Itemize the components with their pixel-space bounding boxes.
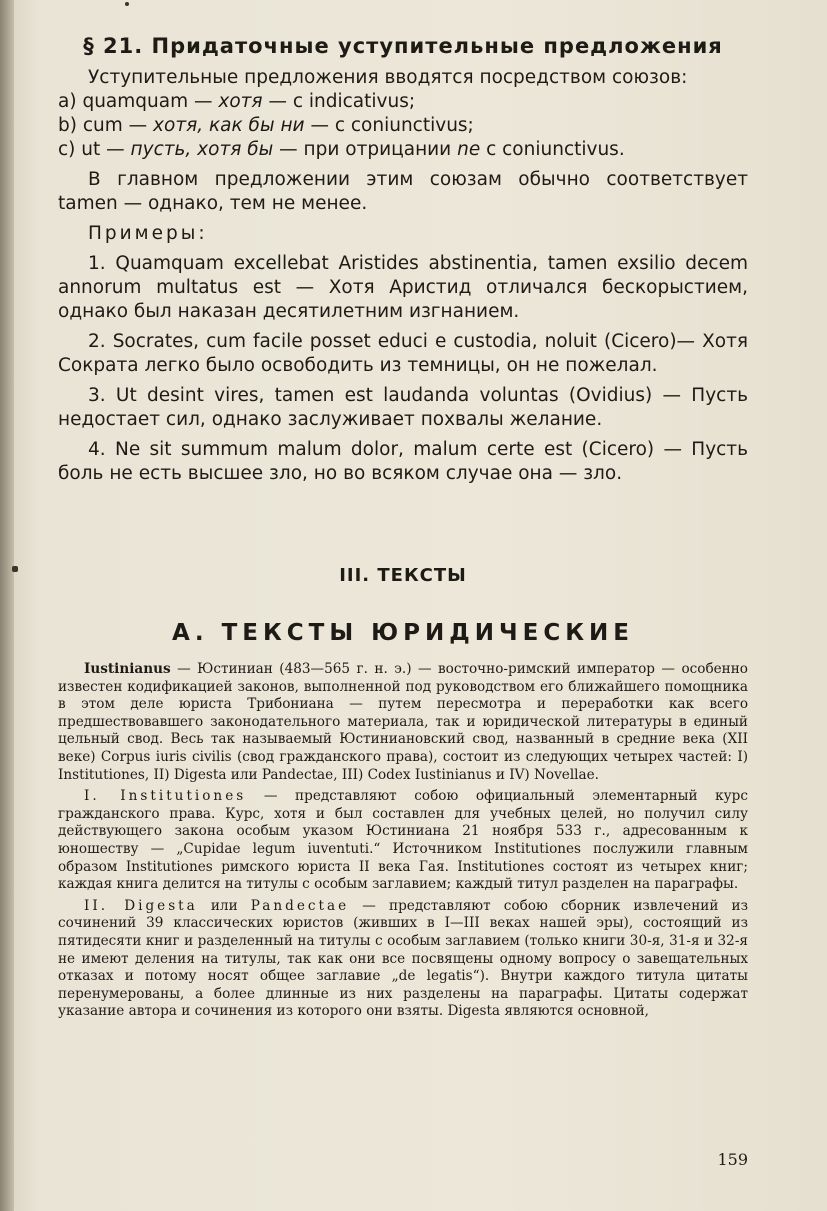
latin-negation: ne xyxy=(457,139,481,160)
mood-note: с coniunctivus. xyxy=(480,139,625,160)
mood-note: при отрицании xyxy=(303,139,458,160)
dash: — xyxy=(262,91,293,112)
example-2: 2. Socrates, cum facile posset educi e custodia, noluit (Cicero)— Хотя Сократа легко было освободить из темницы, он не пожелал. xyxy=(58,331,748,376)
paragraph-text: — представляют собою сборник извлечений из сочинений 39 классических юристов (живших в I—III веках нашей эры), состоящий из пятидесяти книг и разделенный на титулы с особым заглавием (только книги 30-я, 31-я и 32-я не имеют деления на титулы, так как они все посвящены одному вопросу о завещательных отказах и потому носят общее заглавие „de legatis“). Внутри каждого титула цитаты перенумерованы, а более длинные из них разделены на параграфы. Цитаты содержат указание автора и сочинения из которого они взяты. Digesta являются основной, xyxy=(58,897,748,1020)
dash: — xyxy=(273,139,304,160)
dash: — xyxy=(122,115,154,136)
item-label: c) xyxy=(58,139,76,160)
term-pandectae: Pandectae xyxy=(250,897,350,914)
latin-conjunction: ut xyxy=(81,139,101,160)
print-speck xyxy=(12,566,18,572)
dash: — xyxy=(188,91,219,112)
print-speck xyxy=(125,2,129,6)
conjunction-item xyxy=(58,90,748,114)
subpart-title: А. ТЕКСТЫ ЮРИДИЧЕСКИЕ xyxy=(172,620,634,646)
russian-translation: хотя xyxy=(218,91,263,112)
page-number: 159 xyxy=(717,1150,748,1169)
book-spine-shadow xyxy=(0,0,14,1211)
mood-note: с indicativus; xyxy=(292,91,416,112)
russian-translation: пусть, хотя бы xyxy=(130,139,274,160)
example-3: 3. Ut desint vires, tamen est laudanda voluntas (Ovidius) — Пусть недостает сил, однако заслуживает похвалы желание. xyxy=(58,385,748,430)
paragraph-text: — представляют собою официальный элементарный курс гражданского права. Курс, хотя и был составлен для учебных целей, но получил силу действующего закона особым указом Юстиниана 21 ноября 533 г., адресованным к юношеству — „Cupidae legum iuventuti.“ Источником Institutiones послужили главным образом Institutiones римского юриста II века Гая. Institutiones состоят из четырех книг; каждая книга делится на титулы с особым заглавием; каждый титул разделен на параграфы. xyxy=(58,788,748,893)
example-4: 4. Ne sit summum malum dolor, malum certe est (Cicero) — Пусть боль не есть высшее зло, но во всяком случае она — зло. xyxy=(58,439,748,484)
dash: — xyxy=(304,115,335,136)
example-1: 1. Quamquam excellebat Aristides abstinentia, tamen exsilio decem annorum multatus est — Хотя Аристид отличался бескорыстием, однако был наказан десятилетним изгнанием. xyxy=(58,253,748,322)
paragraph-text: — Юстиниан (483—565 г. н. э.) — восточно-римский император — особенно известен кодификацией законов, выполненной под руководством его ближайшего помощника в этом деле юриста Трибониана — путем пересмотра и переработки как всего предшествовавшего законодательного материала, так и юридической литературы в единый цельный свод. Весь так называемый Юстиниановский свод, названный в средние века (XII веке) Corpus iuris civilis (свод гражданского права), состоит из следующих четырех частей: I) Institutiones, II) Digesta или Pandectae, III) Codex Iustinianus и IV) Novellae. xyxy=(58,661,748,783)
justinian-paragraph xyxy=(58,661,748,784)
term-iustinianus: Iustinianus xyxy=(84,661,171,677)
section-title: § 21. Придаточные уступительные предложения xyxy=(83,34,723,58)
dash: — xyxy=(100,139,131,160)
term-digesta: II. Digesta xyxy=(84,897,198,914)
digesta-paragraph xyxy=(58,898,748,1021)
examples-label: Примеры: xyxy=(88,223,208,244)
mood-note: с coniunctivus; xyxy=(334,115,474,136)
intro-paragraph: Уступительные предложения вводятся посредством союзов: xyxy=(88,67,688,88)
russian-translation: хотя, как бы ни xyxy=(153,115,305,136)
term-institutiones: I. Institutiones xyxy=(84,788,247,805)
conjunction-item xyxy=(58,138,748,162)
conjunction-item xyxy=(58,114,748,138)
conjunction-or: или xyxy=(197,897,251,914)
legal-texts-intro xyxy=(58,661,748,1021)
latin-conjunction: cum xyxy=(82,115,123,136)
item-label: b) xyxy=(58,115,77,136)
item-label: a) xyxy=(58,91,77,112)
grammar-section xyxy=(58,66,748,486)
latin-conjunction: quamquam xyxy=(82,91,189,112)
main-clause-note: В главном предложении этим союзам обычно соответствует tamen — однако, тем не менее. xyxy=(58,169,748,214)
institutiones-paragraph xyxy=(58,788,748,894)
part-title: III. ТЕКСТЫ xyxy=(339,565,467,586)
